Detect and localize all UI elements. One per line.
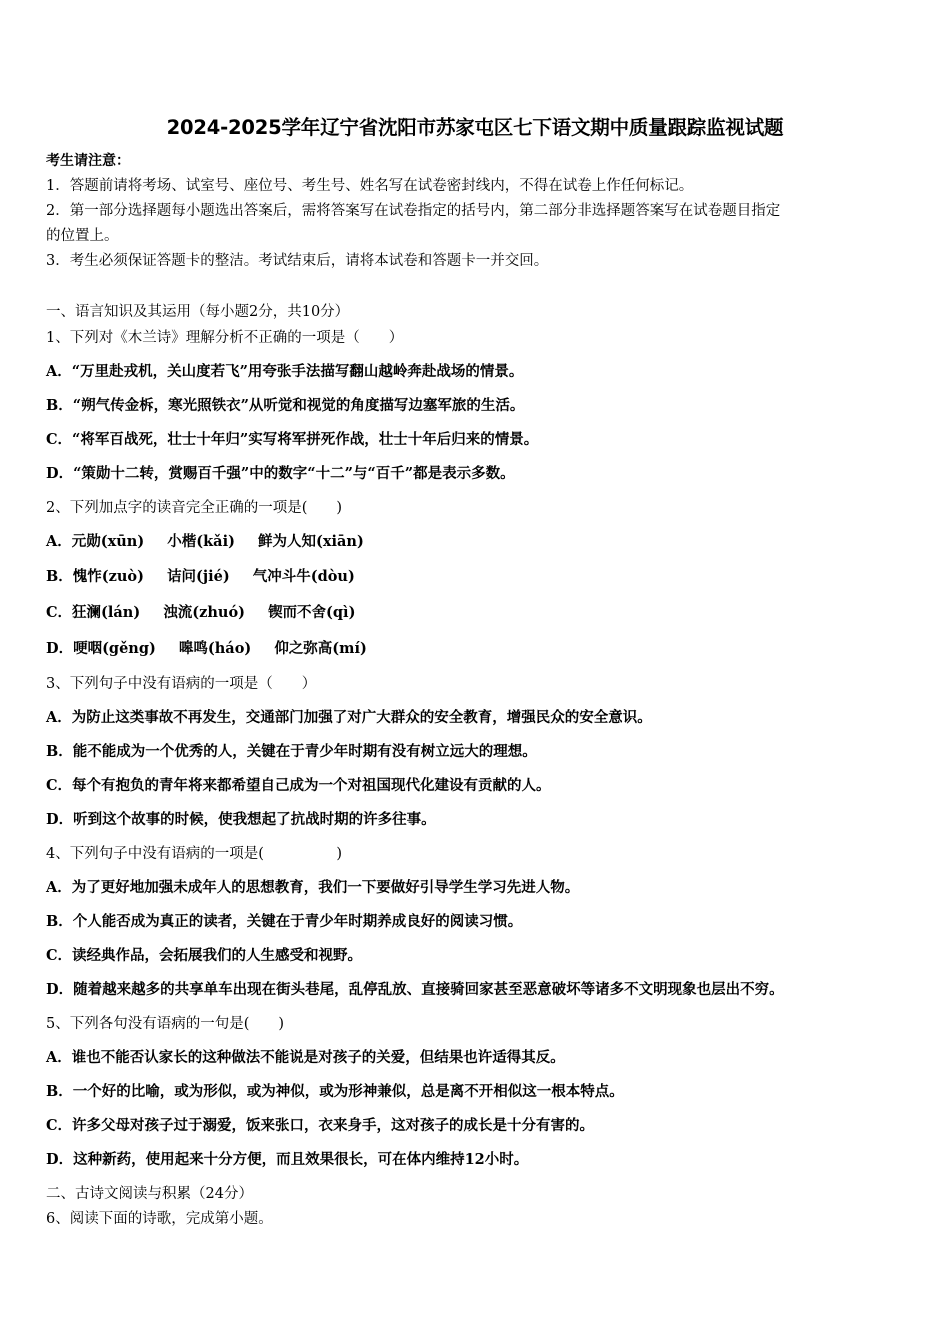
- question-3-option-c: C．每个有抱负的青年将来都希望自己成为一个对祖国现代化建设有贡献的人。: [46, 777, 551, 794]
- pinyin-term: 浊流(zhuó): [163, 604, 245, 621]
- section-heading-1: 一、语言知识及其运用（每小题2分，共10分）: [46, 304, 350, 320]
- question-5-option-b: B．一个好的比喻，或为形似，或为神似，或为形神兼似，总是离不开相似这一根本特点。: [46, 1083, 624, 1100]
- question-3-option-d: D．听到这个故事的时候，使我想起了抗战时期的许多往事。: [46, 811, 436, 828]
- question-4-stem: 4、下列句子中没有语病的一项是( ): [46, 846, 343, 862]
- section-heading-2: 二、古诗文阅读与积累（24分）: [46, 1186, 253, 1202]
- question-4-option-c: C．读经典作品，会拓展我们的人生感受和视野。: [46, 947, 363, 964]
- question-3-stem: 3、下列句子中没有语病的一项是（ ）: [46, 676, 317, 692]
- pinyin-term: 鲜为人知(xiān): [258, 533, 364, 550]
- notice-item: 2．第一部分选择题每小题选出答案后，需将答案写在试卷指定的括号内，第二部分非选择题答案写在试卷题目指定: [46, 203, 781, 219]
- pinyin-term: 锲而不舍(qì): [268, 604, 356, 621]
- question-1-option-d: D．“策勋十二转，赏赐百千强”中的数字“十二”与“百千”都是表示多数。: [46, 465, 515, 482]
- question-1-option-a: A．“万里赴戎机，关山度若飞”用夸张手法描写翻山越岭奔赴战场的情景。: [46, 363, 524, 380]
- question-2-stem: 2、下列加点字的读音完全正确的一项是( ): [46, 500, 343, 516]
- notice-item: 的位置上。: [46, 228, 119, 244]
- notice-heading: 考生请注意：: [46, 153, 130, 169]
- pinyin-term: 仰之弥高(mí): [274, 640, 367, 657]
- question-2-option-a: [46, 530, 916, 551]
- pinyin-term: A．元勋(xūn): [46, 533, 145, 550]
- notice-item: 3．考生必须保证答题卡的整洁。考试结束后，请将本试卷和答题卡一并交回。: [46, 253, 549, 269]
- notice-block: [46, 149, 906, 274]
- question-1-option-c: C．“将军百战死，壮士十年归”实写将军拼死作战，壮士十年后归来的情景。: [46, 431, 539, 448]
- pinyin-term: 嗥鸣(háo): [178, 640, 252, 657]
- notice-item: 1．答题前请将考场、试室号、座位号、考生号、姓名写在试卷密封线内，不得在试卷上作任何标记。: [46, 178, 694, 194]
- question-2-option-b: [46, 565, 916, 586]
- question-5-option-c: C．许多父母对孩子过于溺爱，饭来张口，衣来身手，这对孩子的成长是十分有害的。: [46, 1117, 595, 1134]
- question-3-option-a: A．为防止这类事故不再发生，交通部门加强了对广大群众的安全教育，增强民众的安全意识。: [46, 709, 652, 726]
- question-6-stem: 6、阅读下面的诗歌，完成第小题。: [46, 1211, 273, 1227]
- question-4-option-d: D．随着越来越多的共享单车出现在街头巷尾，乱停乱放、直接骑回家甚至恶意破坏等诸多不文明现象也层出不穷。: [46, 981, 784, 998]
- question-5-option-a: A．谁也不能否认家长的这种做法不能说是对孩子的关爱，但结果也许适得其反。: [46, 1049, 565, 1066]
- pinyin-term: D．哽咽(gěng): [46, 640, 156, 657]
- question-5-stem: 5、下列各句没有语病的一句是( ): [46, 1016, 285, 1032]
- question-1-stem: 1、下列对《木兰诗》理解分析不正确的一项是（ ）: [46, 330, 404, 346]
- pinyin-term: 小楷(kǎi): [167, 533, 235, 550]
- question-5-option-d: D．这种新药，使用起来十分方便，而且效果很长，可在体内维持12小时。: [46, 1151, 529, 1168]
- pinyin-term: B．愧怍(zuò): [46, 568, 144, 585]
- pinyin-term: 气冲斗牛(dòu): [252, 568, 355, 585]
- pinyin-term: C．狂澜(lán): [46, 604, 141, 621]
- question-2-option-c: [46, 601, 916, 622]
- page-title: 2024-2025学年辽宁省沈阳市苏家屯区七下语文期中质量跟踪监视试题: [166, 116, 784, 139]
- question-4-option-b: B．个人能否成为真正的读者，关键在于青少年时期养成良好的阅读习惯。: [46, 913, 523, 930]
- question-3-option-b: B．能不能成为一个优秀的人，关键在于青少年时期有没有树立远大的理想。: [46, 743, 537, 760]
- question-2-option-d: [46, 637, 916, 658]
- pinyin-term: 诘问(jié): [167, 568, 230, 585]
- question-1-option-b: B．“朔气传金柝，寒光照铁衣”从听觉和视觉的角度描写边塞军旅的生活。: [46, 397, 525, 414]
- question-4-option-a: A．为了更好地加强未成年人的思想教育，我们一下要做好引导学生学习先进人物。: [46, 879, 580, 896]
